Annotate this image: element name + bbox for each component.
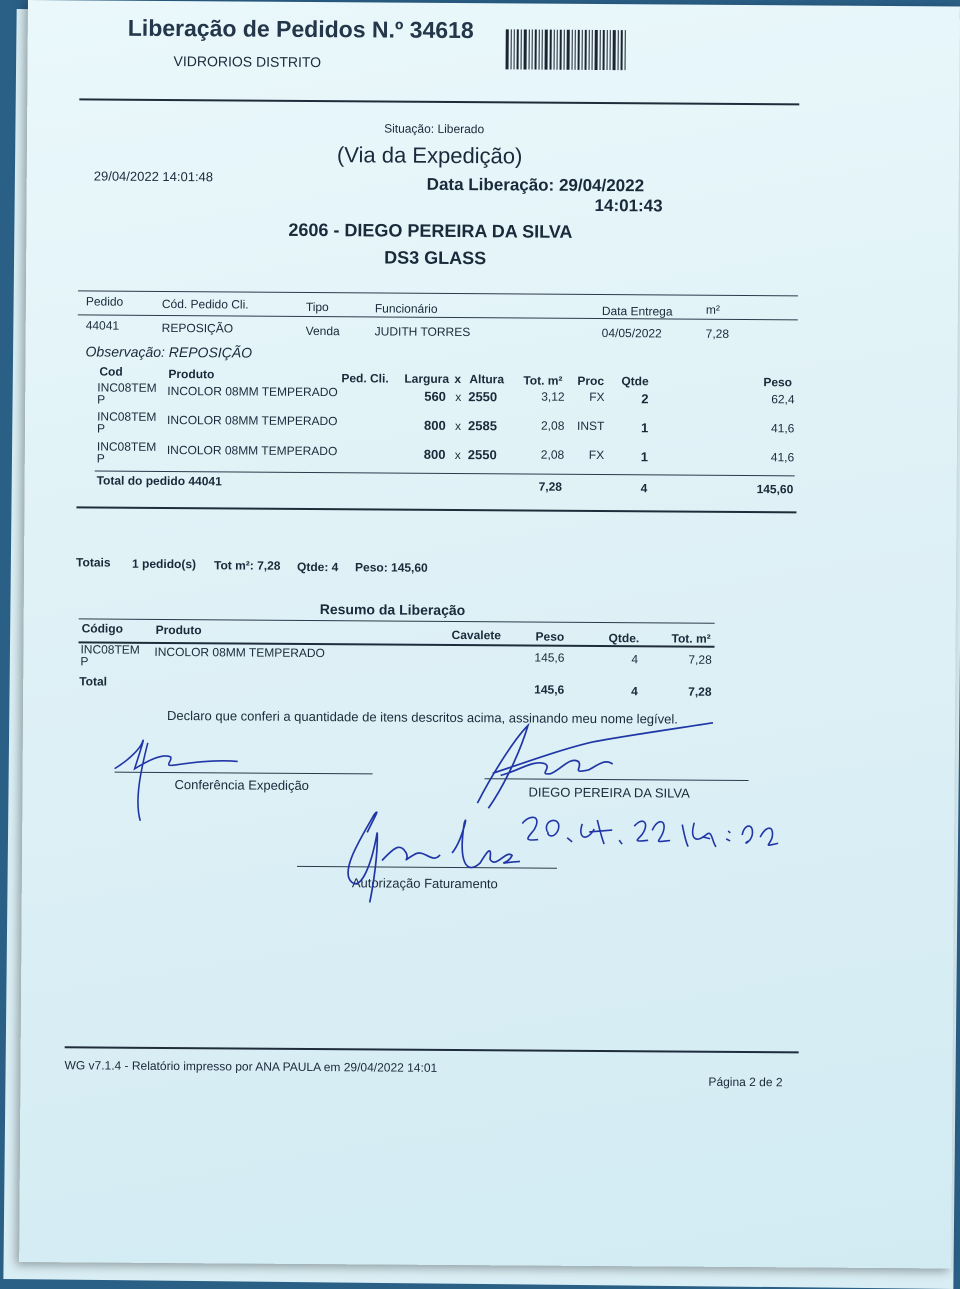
summary-total-m2: 7,28: [688, 684, 712, 699]
signature-label-cliente: DIEGO PEREIRA DA SILVA: [528, 784, 690, 801]
col-altura: Altura: [469, 372, 505, 387]
summary-total-peso: 145,6: [534, 682, 565, 697]
summary-peso: 145,6: [534, 650, 565, 665]
client-name: 2606 - DIEGO PEREIRA DA SILVA: [288, 219, 573, 242]
summary-qtde: 4: [631, 652, 639, 667]
item-produto: INCOLOR 08MM TEMPERADO: [166, 442, 338, 459]
summary-col-qtde: Qtde.: [608, 631, 640, 646]
item-produto: INCOLOR 08MM TEMPERADO: [167, 412, 338, 429]
item-cod-line2: P: [96, 451, 105, 466]
item-largura: 800: [423, 446, 446, 462]
item-largura: 800: [423, 417, 446, 433]
print-datetime: 29/04/2022 14:01:48: [93, 168, 214, 185]
label-data-entrega: Data Entrega: [601, 304, 673, 319]
observation: Observação: REPOSIÇÃO: [85, 343, 253, 361]
summary-cod-line2: P: [80, 654, 89, 669]
summary-col-cavalete: Cavalete: [451, 627, 502, 643]
order-total-label: Total do pedido 44041: [96, 473, 222, 489]
handwritten-date-image: [21, 0, 928, 1006]
summary-tot-m2: 7,28: [688, 652, 712, 667]
order-total-m2: 7,28: [538, 479, 563, 494]
item-peso: 62,4: [771, 392, 795, 407]
value-m2: 7,28: [705, 326, 730, 341]
col-ped-cli: Ped. Cli.: [341, 371, 389, 386]
status-text: Situação: Liberado: [384, 121, 485, 137]
value-cod-pedido-cli: REPOSIÇÃO: [161, 320, 234, 336]
item-produto: INCOLOR 08MM TEMPERADO: [167, 383, 338, 400]
col-cod: Cod: [99, 364, 123, 379]
order-total-peso: 145,60: [756, 482, 794, 497]
totals-m2: Tot m²: 7,28: [214, 558, 281, 573]
footer-print-info: WG v7.1.4 - Relatório impresso por ANA PAULA em 29/04/2022 14:01: [64, 1058, 438, 1075]
item-proc: FX: [588, 447, 605, 463]
value-funcionario: JUDITH TORRES: [374, 324, 471, 340]
summary-col-tot-m2: Tot. m²: [671, 631, 711, 646]
item-altura: 2550: [467, 447, 497, 463]
item-x: x: [455, 389, 462, 405]
col-proc: Proc: [577, 373, 605, 389]
label-cod-pedido-cli: Cód. Pedido Cli.: [161, 296, 249, 312]
item-peso: 41,6: [770, 421, 795, 436]
col-x: x: [454, 371, 462, 387]
signature-label-autorizacao: Autorização Faturamento: [351, 875, 498, 892]
summary-col-produto: Produto: [155, 622, 202, 638]
release-date: Data Liberação: 29/04/2022: [426, 174, 645, 196]
item-qtde: 2: [641, 391, 649, 407]
totals-label: Totais: [76, 555, 111, 570]
totals-peso: Peso: 145,60: [354, 560, 428, 575]
item-cod-line1: INC08TEM: [97, 409, 157, 424]
item-cod-line1: INC08TEM: [96, 439, 157, 454]
item-largura: 560: [424, 388, 446, 404]
label-pedido: Pedido: [85, 294, 124, 309]
via-title: (Via da Expedição): [336, 142, 523, 169]
document-page: [19, 0, 960, 1268]
item-cod-line2: P: [96, 421, 106, 436]
label-m2: m²: [705, 302, 720, 317]
value-tipo: Venda: [305, 323, 340, 339]
col-peso: Peso: [763, 375, 793, 390]
col-produto: Produto: [168, 366, 215, 382]
company-name: VIDRORIOS DISTRITO: [173, 53, 322, 71]
divider: [65, 1046, 799, 1053]
summary-title: Resumo da Liberação: [319, 601, 466, 619]
document-title: Liberação de Pedidos N.º 34618: [127, 14, 474, 44]
declaration-text: Declaro que conferi a quantidade de itens descritos acima, assinando meu nome legível.: [166, 707, 678, 727]
col-largura: Largura: [404, 371, 450, 386]
value-pedido: 44041: [85, 318, 120, 333]
handwritten-signatures: [28, 0, 960, 7]
col-tot-m2: Tot. m²: [523, 373, 563, 388]
client-company: DS3 GLASS: [384, 247, 487, 269]
item-proc: INST: [576, 418, 605, 434]
col-qtde: Qtde: [621, 374, 649, 389]
item-tot-m2: 2,08: [540, 447, 565, 462]
item-tot-m2: 3,12: [541, 389, 565, 404]
item-qtde: 1: [640, 449, 649, 465]
item-x: x: [454, 447, 461, 463]
summary-col-peso: Peso: [535, 629, 565, 644]
item-altura: 2585: [467, 418, 498, 434]
release-time: 14:01:43: [594, 195, 663, 216]
item-cod-line2: P: [97, 392, 106, 407]
value-data-entrega: 04/05/2022: [601, 326, 662, 341]
item-altura: 2550: [468, 389, 498, 405]
item-x: x: [454, 418, 462, 434]
summary-cod-line1: INC08TEM: [80, 642, 140, 657]
summary-produto: INCOLOR 08MM TEMPERADO: [154, 644, 325, 661]
totals-qtde: Qtde: 4: [297, 559, 339, 575]
item-tot-m2: 2,08: [540, 418, 565, 433]
item-peso: 41,6: [770, 450, 795, 465]
item-qtde: 1: [640, 420, 649, 436]
label-tipo: Tipo: [305, 299, 329, 315]
summary-total-qtde: 4: [631, 684, 638, 699]
totals-pedidos: 1 pedido(s): [132, 556, 197, 572]
summary-total-label: Total: [79, 674, 108, 689]
summary-col-codigo: Código: [81, 621, 123, 636]
page-number: Página 2 de 2: [708, 1074, 783, 1090]
label-funcionario: Funcionário: [374, 301, 438, 316]
order-total-qtde: 4: [640, 481, 648, 496]
signature-label-conferencia: Conferência Expedição: [174, 777, 309, 793]
item-cod-line1: INC08TEM: [97, 380, 157, 395]
item-proc: FX: [589, 389, 605, 405]
